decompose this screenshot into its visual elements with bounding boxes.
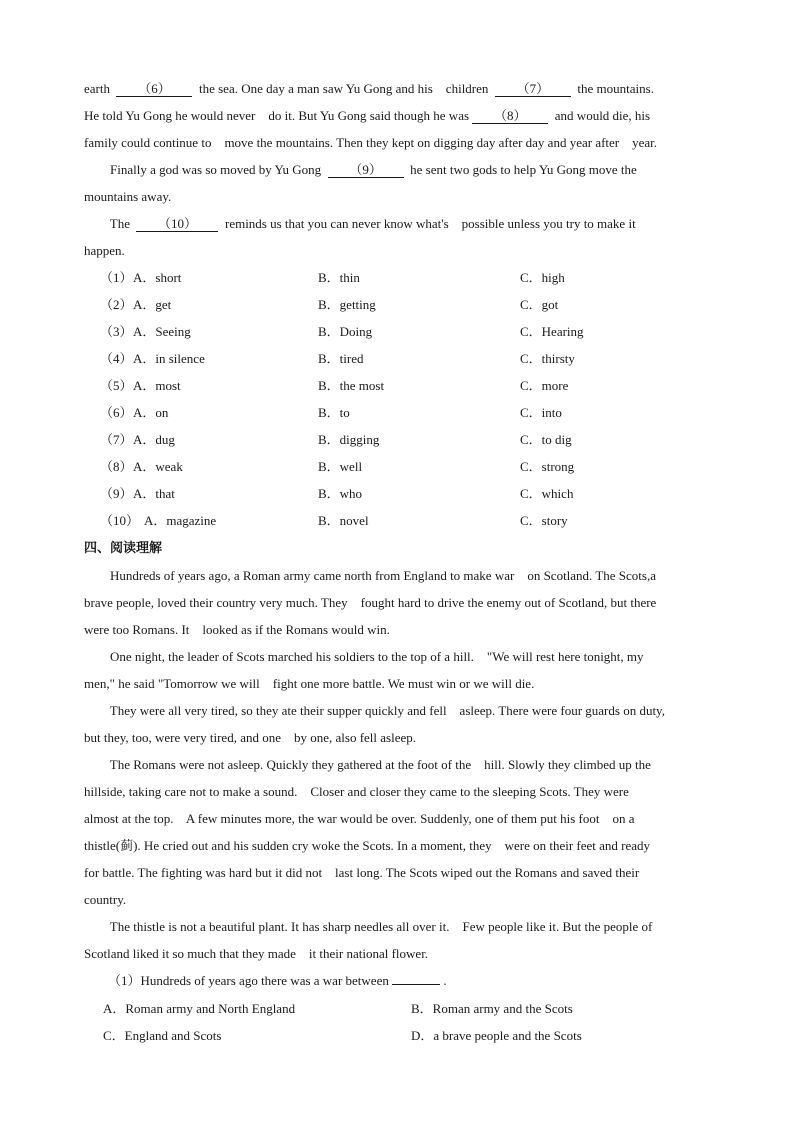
reading-line: Hundreds of years ago, a Roman army came north from England to make war on Scotland. The Scots,a	[84, 568, 656, 583]
option-b[interactable]: B．tired	[318, 351, 364, 366]
option-c[interactable]: C．England and Scots	[103, 1028, 222, 1043]
option-c[interactable]: C．which	[520, 486, 574, 501]
option-a[interactable]: A．short	[133, 270, 182, 285]
reading-line: country.	[84, 892, 127, 907]
cloze-line-3: family could continue to move the mountains. Then they kept on digging day after day and year after year.	[84, 135, 658, 150]
answer-blank[interactable]	[392, 984, 440, 985]
question-number: （4）	[100, 351, 133, 366]
option-c[interactable]: C．story	[520, 513, 568, 528]
cloze-text: earth	[84, 81, 117, 96]
blank-7[interactable]: （7）	[495, 82, 571, 97]
option-a[interactable]: A．that	[133, 486, 175, 501]
question-number: （10）	[100, 513, 140, 528]
reading-line: The Romans were not asleep. Quickly they gathered at the foot of the hill. Slowly they climbed up the	[84, 757, 651, 772]
cloze-line-4	[84, 161, 724, 178]
reading-line: They were all very tired, so they ate their supper quickly and fell asleep. There were four guards on duty,	[84, 703, 665, 718]
question-number: （7）	[100, 432, 133, 447]
cloze-text: Finally a god was so moved by Yu Gong	[84, 162, 328, 177]
option-row	[100, 377, 660, 394]
option-a[interactable]: A．get	[133, 297, 172, 312]
option-b[interactable]: B．thin	[318, 270, 360, 285]
question-number: （6）	[100, 405, 133, 420]
cloze-text: reminds us that you can never know what's possible unless you try to make it	[218, 216, 636, 231]
option-c[interactable]: C．high	[520, 270, 565, 285]
option-c[interactable]: C．to dig	[520, 432, 572, 447]
question-text: .	[440, 973, 447, 988]
blank-9[interactable]: （9）	[328, 163, 404, 178]
option-c[interactable]: C．strong	[520, 459, 575, 474]
blank-8[interactable]: （8）	[472, 109, 548, 124]
option-c[interactable]: C．Hearing	[520, 324, 584, 339]
option-row	[100, 512, 660, 529]
cloze-text: the mountains.	[570, 81, 654, 96]
question-number: （9）	[100, 486, 133, 501]
reading-line: brave people, loved their country very much. They fought hard to drive the enemy out of Scotland, but there	[84, 595, 657, 610]
option-a[interactable]: A．Seeing	[133, 324, 191, 339]
reading-line: for battle. The fighting was hard but it did not last long. The Scots wiped out the Romans and saved their	[84, 865, 640, 880]
question-number: （3）	[100, 324, 133, 339]
question-number: （2）	[100, 297, 133, 312]
option-a[interactable]: A．magazine	[144, 513, 217, 528]
cloze-line-5: mountains away.	[84, 189, 172, 204]
reading-line: Scotland liked it so much that they made it their national flower.	[84, 946, 429, 961]
blank-6[interactable]: （6）	[116, 82, 192, 97]
option-b[interactable]: B．to	[318, 405, 350, 420]
question-text: （1）Hundreds of years ago there was a war between	[108, 973, 393, 988]
question-number: （8）	[100, 459, 133, 474]
option-b[interactable]: B．the most	[318, 378, 385, 393]
cloze-text: He told Yu Gong he would never do it. But Yu Gong said though he was	[84, 108, 473, 123]
reading-line: thistle(蓟). He cried out and his sudden cry woke the Scots. In a moment, they were on their feet and ready	[84, 838, 651, 853]
option-row	[100, 350, 660, 367]
cloze-text: The	[84, 216, 137, 231]
blank-10[interactable]: （10）	[136, 217, 218, 232]
option-a[interactable]: A．in silence	[133, 351, 205, 366]
option-b[interactable]: B．getting	[318, 297, 376, 312]
question-number: （5）	[100, 378, 133, 393]
cloze-text: and would die, his	[548, 108, 651, 123]
reading-line: The thistle is not a beautiful plant. It has sharp needles all over it. Few people like it. But the people of	[84, 919, 653, 934]
reading-line: but they, too, were very tired, and one by one, also fell asleep.	[84, 730, 416, 745]
option-row	[100, 323, 660, 340]
option-row	[100, 431, 660, 448]
option-a[interactable]: A．most	[133, 378, 181, 393]
option-c[interactable]: C．into	[520, 405, 562, 420]
section-title: 四、阅读理解	[84, 541, 163, 556]
reading-line: One night, the leader of Scots marched his soldiers to the top of a hill. "We will rest here tonight, my	[84, 649, 644, 664]
option-a[interactable]: A．Roman army and North England	[103, 1001, 296, 1016]
option-c[interactable]: C．got	[520, 297, 559, 312]
option-c[interactable]: C．thirsty	[520, 351, 575, 366]
cloze-line-6	[84, 215, 724, 232]
option-b[interactable]: B．who	[318, 486, 363, 501]
option-row	[100, 458, 660, 475]
reading-line: hillside, taking care not to make a sound. Closer and closer they came to the sleeping Scots. They were	[84, 784, 629, 799]
option-row	[100, 485, 660, 502]
reading-line: were too Romans. It looked as if the Romans would win.	[84, 622, 390, 637]
question-1-options-row-1	[103, 1000, 703, 1017]
option-row	[100, 404, 660, 421]
cloze-line-1	[84, 80, 724, 97]
cloze-line-7: happen.	[84, 243, 125, 258]
option-row	[100, 269, 660, 286]
option-d[interactable]: D．a brave people and the Scots	[411, 1028, 582, 1043]
option-a[interactable]: A．dug	[133, 432, 175, 447]
question-1-options-row-2	[103, 1027, 703, 1044]
option-b[interactable]: B．Roman army and the Scots	[411, 1001, 573, 1016]
question-number: （1）	[100, 270, 133, 285]
reading-line: men," he said "Tomorrow we will fight one more battle. We must win or we will die.	[84, 676, 535, 691]
reading-line: almost at the top. A few minutes more, the war would be over. Suddenly, one of them put his foot on a	[84, 811, 635, 826]
option-b[interactable]: B．well	[318, 459, 363, 474]
cloze-text: the sea. One day a man saw Yu Gong and his children	[192, 81, 495, 96]
option-b[interactable]: B．Doing	[318, 324, 373, 339]
cloze-line-2	[84, 107, 724, 124]
option-b[interactable]: B．novel	[318, 513, 369, 528]
option-b[interactable]: B．digging	[318, 432, 380, 447]
option-a[interactable]: A．on	[133, 405, 169, 420]
option-c[interactable]: C．more	[520, 378, 569, 393]
cloze-text: he sent two gods to help Yu Gong move the	[403, 162, 637, 177]
question-1-stem	[108, 972, 447, 989]
option-a[interactable]: A．weak	[133, 459, 183, 474]
option-row	[100, 296, 660, 313]
